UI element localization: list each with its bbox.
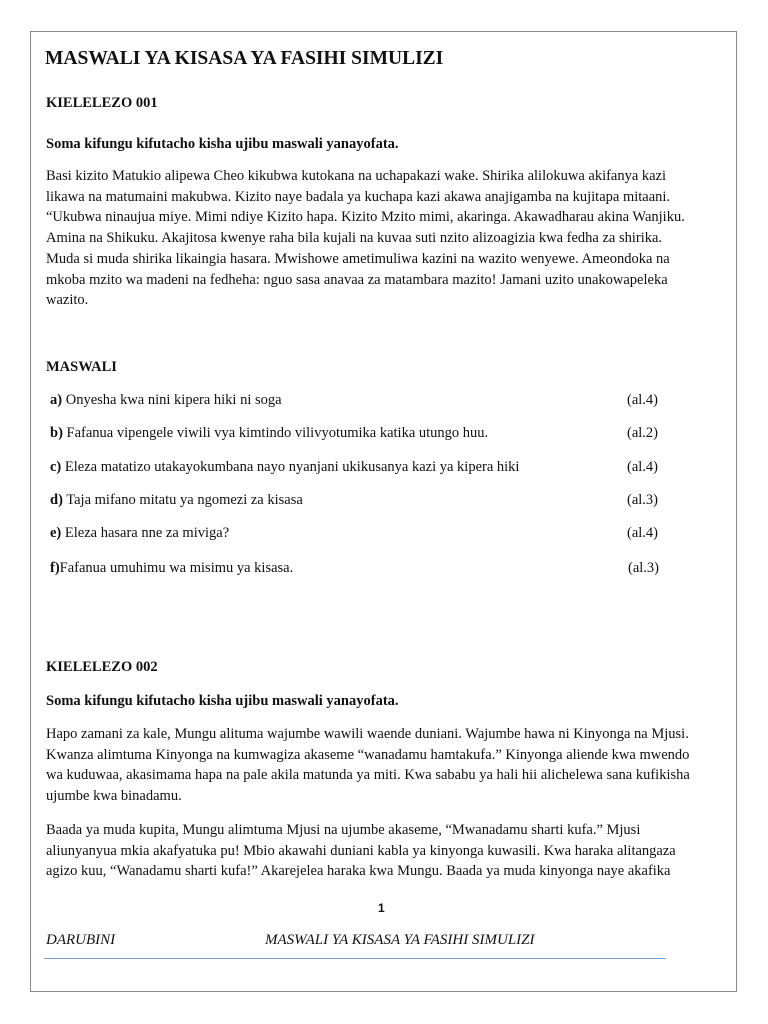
footer-left-text: DARUBINI [46,932,116,948]
passage-002-paragraph-1 [46,724,706,807]
question-letter: d) [50,492,63,508]
passage-line: Hapo zamani za kale, Mungu alituma wajumbe wawili waende duniani. Wajumbe hawa ni Kinyonga na Mjusi. [46,726,689,742]
passage-line: “Ukubwa ninaujua miye. Mimi ndiye Kizito hapa. Kizito Mzito mimi, akaringa. Akawadharau akina Wanjiku. [46,209,685,226]
questions-heading: MASWALI [46,359,117,375]
passage-line: wa kuduwaa, akasimama hapa na pale akila matunda ya miti. Kwa sababu ya hali hii alichelewa sana kufikisha [46,767,690,784]
passage-line: wazito. [46,292,89,309]
question-marks: (al.4) [627,525,658,541]
section-instruction-001: Soma kifungu kifutacho kisha ujibu maswali yanayofata. [46,136,399,152]
question-marks: (al.4) [627,459,658,475]
passage-002-paragraph-2 [46,820,706,882]
section-heading-001: KIELELEZO 001 [46,95,158,111]
question-letter: e) [50,525,62,541]
question-text: Fafanua vipengele viwili vya kimtindo vilivyotumika katika utungo huu. [62,425,489,441]
question-item [50,392,670,412]
document-title: MASWALI YA KISASA YA FASIHI SIMULIZI [45,48,444,69]
passage-line: ujumbe kwa binadamu. [46,788,182,805]
passage-line: agizo kuu, “Wanadamu sharti kufa!” Akarejelea haraka kwa Mungu. Baada ya muda kinyonga naye akafika [46,863,671,880]
passage-line: Kwanza alimtuma Kinyonga na kumwagiza akaseme “wanadamu hamtakufa.” Kinyonga aliende kwa mwendo [46,746,690,763]
question-item [50,492,670,512]
passage-line: aliunyanyua mkia akafyatuka pu! Mbio akawahi duniani kabla ya kinyonga kuwasili. Kwa haraka alitangaza [46,842,676,859]
question-item [50,560,670,580]
footer-center-text: MASWALI YA KISASA YA FASIHI SIMULIZI [265,932,535,948]
question-marks: (al.3) [627,492,658,508]
passage-line: Baada ya muda kupita, Mungu alimtuma Mjusi na ujumbe akaseme, “Mwanadamu sharti kufa.” Mjusi [46,822,641,838]
question-item [50,425,670,445]
question-text: Fafanua umuhimu wa misimu ya kisasa. [59,560,294,576]
question-marks: (al.4) [627,392,658,408]
question-letter: f) [50,560,60,576]
passage-line: Basi kizito Matukio alipewa Cheo kikubwa kutokana na uchapakazi wake. Shirika alilokuwa akifanya kazi [46,168,667,184]
passage-line: likawa na matumaini makubwa. Kizito naye badala ya kuchapa kazi akawa anajigamba na kujitapa mitaani. [46,188,671,205]
passage-001 [46,166,706,311]
passage-line: Amina na Shikuku. Akajitosa kwenye raha bila kujali na kuvaa suti nzito alizoagizia kwa fedha za shirika. [46,230,663,247]
question-text: Taja mifano mitatu ya ngomezi za kisasa [62,492,303,508]
question-letter: b) [50,425,63,441]
passage-line: Muda si muda shirika likaingia hasara. Mwishowe ametimuliwa kazini na wazito wenyewe. Ameondoka na [46,250,670,267]
passage-line: mkoba mzito wa madeni na fedheha: nguo sasa anavaa za matambara mazito! Jamani uzito unakowapeleka [46,271,668,288]
question-item [50,459,670,479]
section-heading-002: KIELELEZO 002 [46,659,158,675]
question-text: Eleza matatizo utakayokumbana nayo nyanjani ukikusanya kazi ya kipera hiki [61,459,520,475]
question-letter: a) [50,392,63,408]
question-text: Onyesha kwa nini kipera hiki ni soga [62,392,282,408]
question-item [50,525,670,545]
question-text: Eleza hasara nne za miviga? [61,525,230,541]
question-marks: (al.2) [627,425,658,441]
page-number: 1 [378,901,385,915]
section-instruction-002: Soma kifungu kifutacho kisha ujibu maswali yanayofata. [46,693,399,709]
question-letter: c) [50,459,62,475]
question-marks: (al.3) [628,560,659,576]
footer-rule [44,958,666,959]
